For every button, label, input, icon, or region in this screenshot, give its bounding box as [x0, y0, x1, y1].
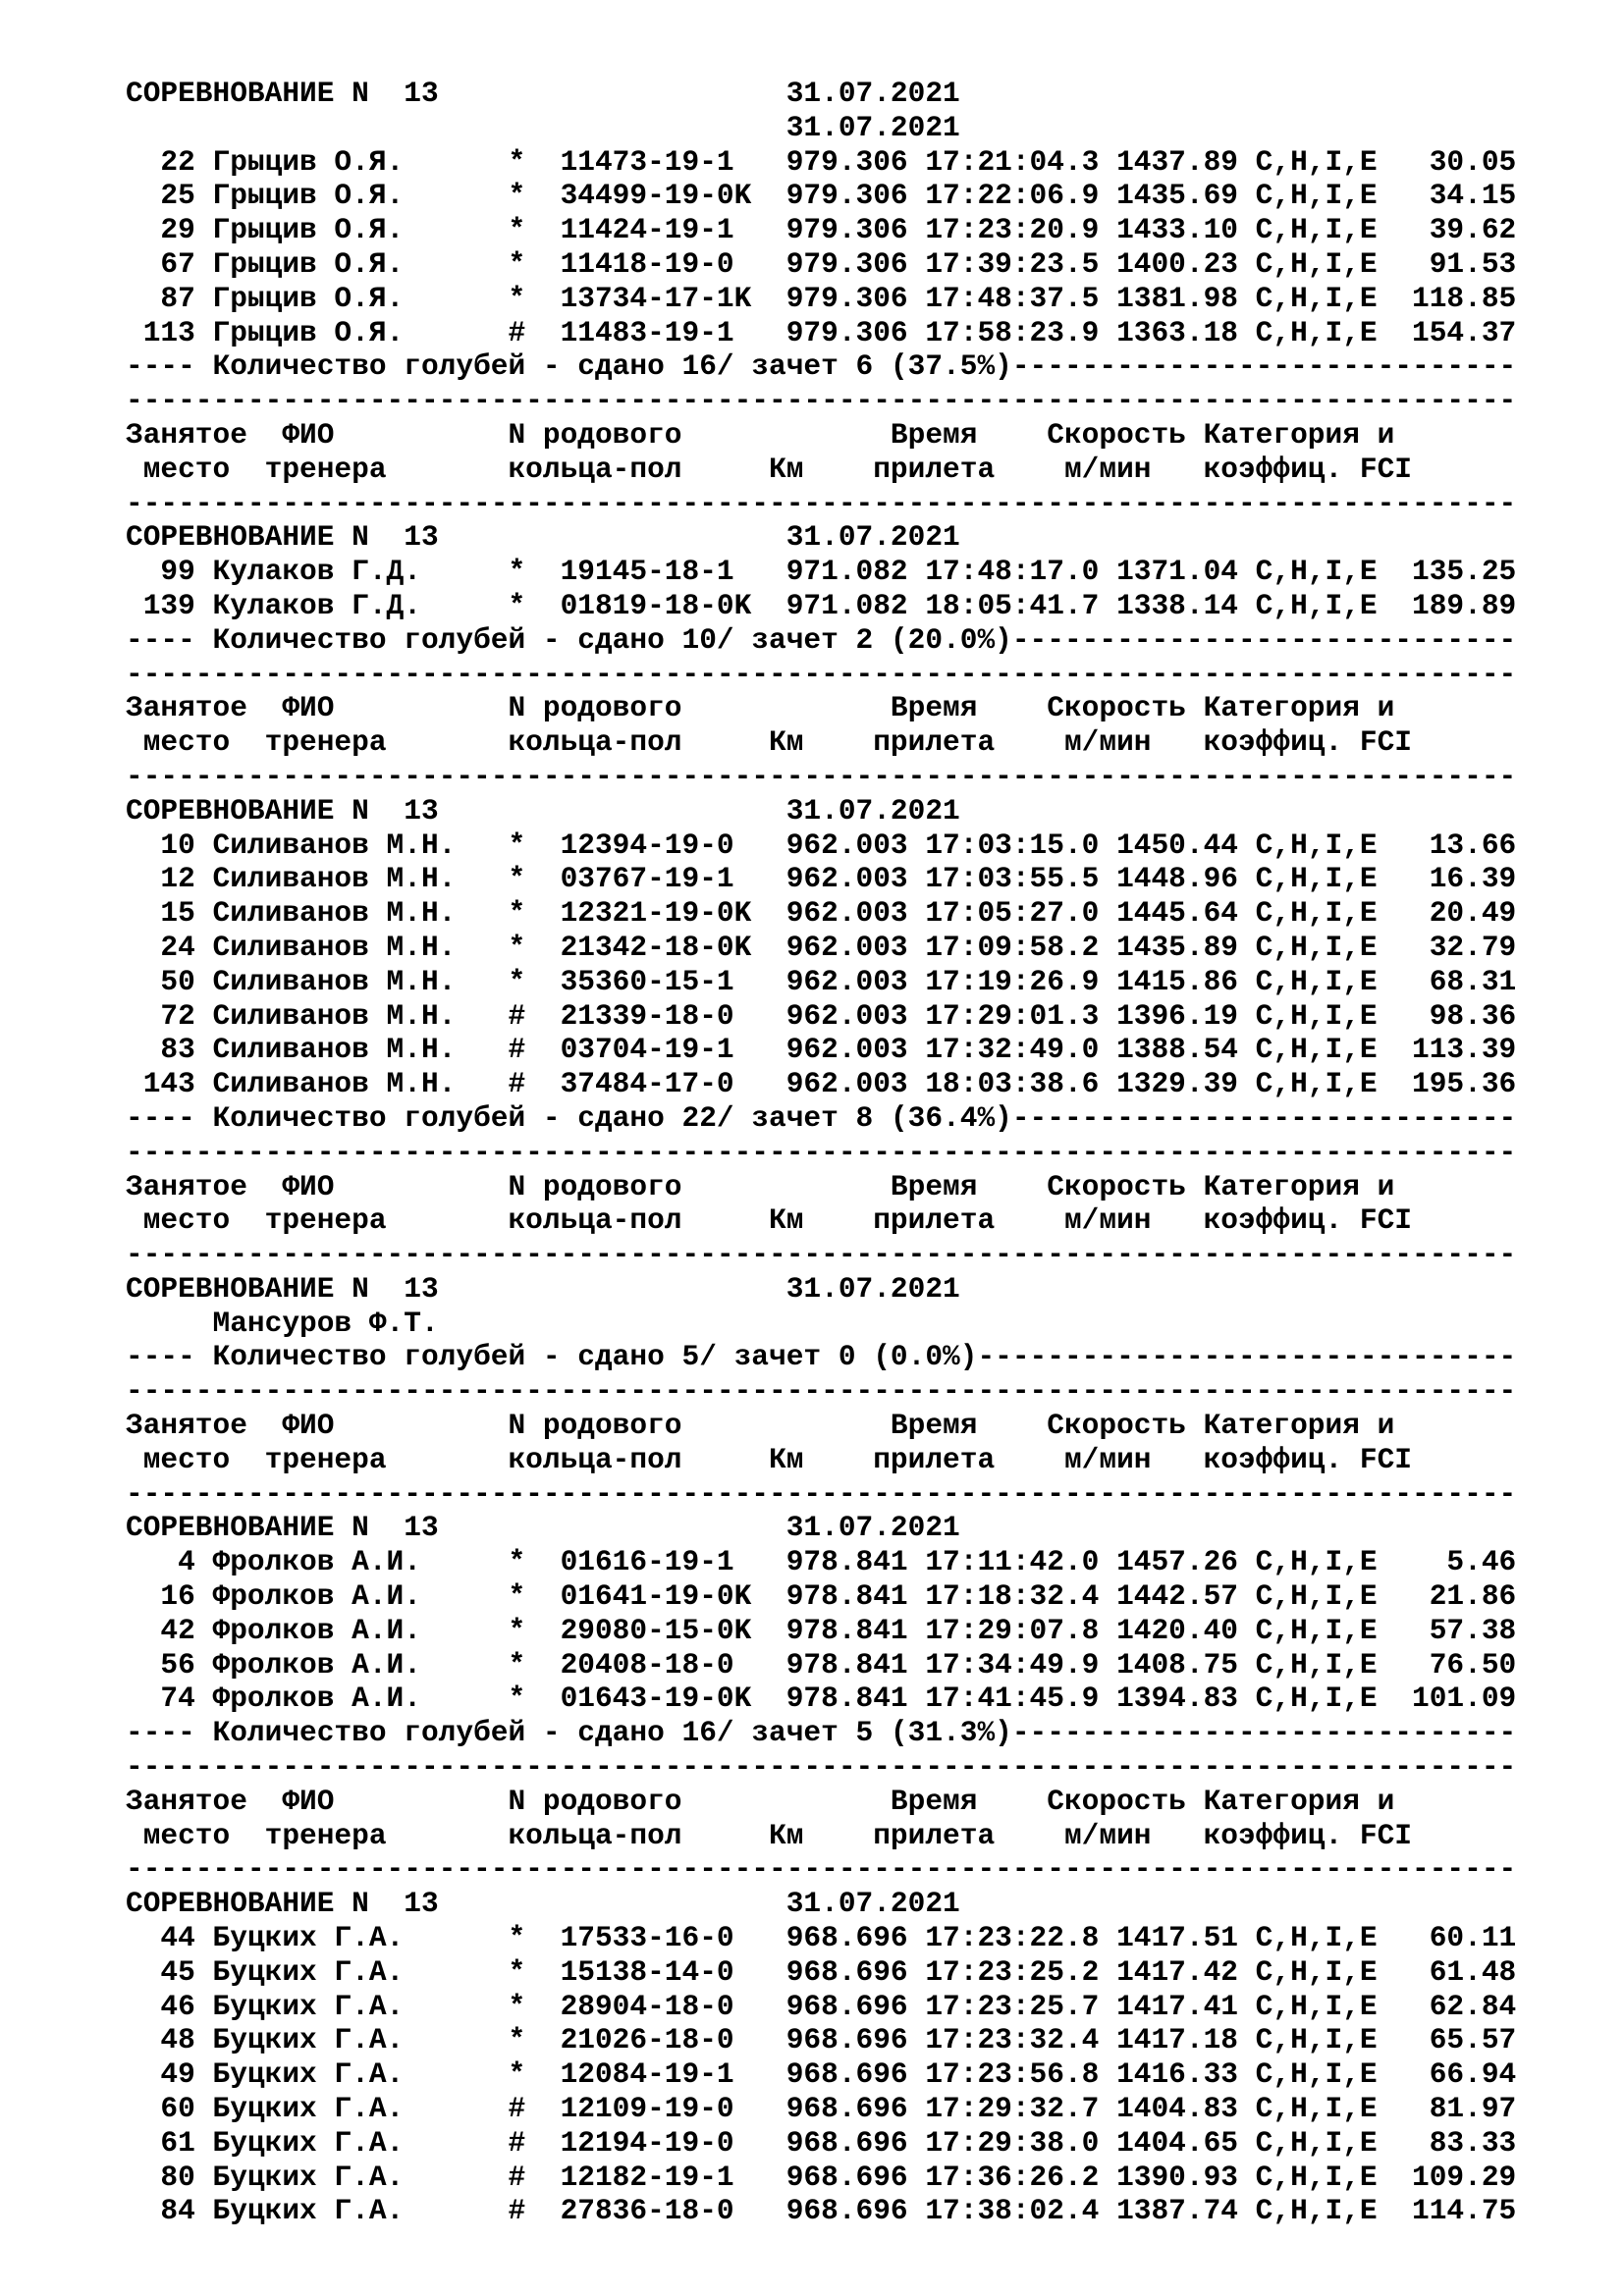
date-line: 31.07.2021	[126, 110, 960, 144]
result-row: 25 Грыцив О.Я. * 34499-19-0K 979.306 17:22:06.9 1435.69 C,H,I,E 34.15	[126, 179, 1517, 213]
result-row: 12 Силиванов М.Н. * 03767-19-1 962.003 17:03:55.5 1448.96 C,H,I,E 16.39	[126, 862, 1517, 896]
result-row: 24 Силиванов М.Н. * 21342-18-0K 962.003 17:09:58.2 1435.89 C,H,I,E 32.79	[126, 930, 1517, 964]
result-row: 143 Силиванов М.Н. # 37484-17-0 962.003 18:03:38.6 1329.39 C,H,I,E 195.36	[126, 1067, 1517, 1101]
divider-line: --------------------------------------------------------------------------------	[126, 1238, 1517, 1272]
divider-line: --------------------------------------------------------------------------------	[126, 1135, 1517, 1169]
result-row: 48 Буцких Г.А. * 21026-18-0 968.696 17:23:32.4 1417.18 C,H,I,E 65.57	[126, 2023, 1517, 2057]
pigeon-count-summary: ---- Количество голубей - сдано 22/ зачет 8 (36.4%)-----------------------------	[126, 1100, 1517, 1135]
divider-line: --------------------------------------------------------------------------------	[126, 486, 1517, 520]
pigeon-count-summary: ---- Количество голубей - сдано 5/ зачет 0 (0.0%)-------------------------------	[126, 1340, 1517, 1374]
column-header: Занятое ФИО N родового Время Скорость Категория и	[126, 1784, 1395, 1818]
result-row: 10 Силиванов М.Н. * 12394-19-0 962.003 17:03:15.0 1450.44 C,H,I,E 13.66	[126, 828, 1517, 862]
divider-line: --------------------------------------------------------------------------------	[126, 1374, 1517, 1409]
result-row: 87 Грыцив О.Я. * 13734-17-1K 979.306 17:48:37.5 1381.98 C,H,I,E 118.85	[126, 281, 1517, 315]
result-row: 16 Фролков А.И. * 01641-19-0K 978.841 17:18:32.4 1442.57 C,H,I,E 21.86	[126, 1579, 1517, 1614]
pigeon-count-summary: ---- Количество голубей - сдано 16/ зачет 6 (37.5%)-----------------------------	[126, 349, 1517, 384]
pigeon-count-summary: ---- Количество голубей - сдано 16/ зачет 5 (31.3%)-----------------------------	[126, 1716, 1517, 1750]
result-row: 113 Грыцив О.Я. # 11483-19-1 979.306 17:58:23.9 1363.18 C,H,I,E 154.37	[126, 315, 1517, 349]
result-row: 99 Кулаков Г.Д. * 19145-18-1 971.082 17:48:17.0 1371.04 C,H,I,E 135.25	[126, 555, 1517, 589]
competition-header: СОРЕВНОВАНИЕ N 13 31.07.2021	[126, 793, 960, 828]
result-row: 49 Буцких Г.А. * 12084-19-1 968.696 17:23:56.8 1416.33 C,H,I,E 66.94	[126, 2057, 1517, 2092]
column-header: Занятое ФИО N родового Время Скорость Категория и	[126, 691, 1395, 725]
result-row: 74 Фролков А.И. * 01643-19-0K 978.841 17:41:45.9 1394.83 C,H,I,E 101.09	[126, 1682, 1517, 1716]
competition-header: СОРЕВНОВАНИЕ N 13 31.07.2021	[126, 1511, 960, 1545]
column-header: место тренера кольца-пол Км прилета м/мин коэффиц. FCI	[126, 725, 1413, 760]
result-row: 29 Грыцив О.Я. * 11424-19-1 979.306 17:23:20.9 1433.10 C,H,I,E 39.62	[126, 213, 1517, 247]
divider-line: --------------------------------------------------------------------------------	[126, 1750, 1517, 1785]
column-header: место тренера кольца-пол Км прилета м/мин коэффиц. FCI	[126, 452, 1413, 486]
result-row: 15 Силиванов М.Н. * 12321-19-0K 962.003 17:05:27.0 1445.64 C,H,I,E 20.49	[126, 896, 1517, 931]
result-row: 46 Буцких Г.А. * 28904-18-0 968.696 17:23:25.7 1417.41 C,H,I,E 62.84	[126, 1989, 1517, 2023]
column-header: место тренера кольца-пол Км прилета м/мин коэффиц. FCI	[126, 1203, 1413, 1238]
result-row: 4 Фролков А.И. * 01616-19-1 978.841 17:11:42.0 1457.26 C,H,I,E 5.46	[126, 1545, 1517, 1579]
competition-header: СОРЕВНОВАНИЕ N 13 31.07.2021	[126, 1271, 960, 1306]
result-row: 67 Грыцив О.Я. * 11418-19-0 979.306 17:39:23.5 1400.23 C,H,I,E 91.53	[126, 246, 1517, 281]
result-row: 83 Силиванов М.Н. # 03704-19-1 962.003 17:32:49.0 1388.54 C,H,I,E 113.39	[126, 1033, 1517, 1067]
fancier-name-line: Мансуров Ф.Т.	[126, 1306, 439, 1340]
competition-header: СОРЕВНОВАНИЕ N 13 31.07.2021	[126, 520, 960, 555]
race-results-report	[126, 77, 1598, 2228]
divider-line: --------------------------------------------------------------------------------	[126, 384, 1517, 418]
column-header: место тренера кольца-пол Км прилета м/мин коэффиц. FCI	[126, 1818, 1413, 1852]
competition-header: СОРЕВНОВАНИЕ N 13 31.07.2021	[126, 77, 960, 110]
pigeon-count-summary: ---- Количество голубей - сдано 10/ зачет 2 (20.0%)-----------------------------	[126, 622, 1517, 657]
result-row: 45 Буцких Г.А. * 15138-14-0 968.696 17:23:25.2 1417.42 C,H,I,E 61.48	[126, 1954, 1517, 1989]
result-row: 60 Буцких Г.А. # 12109-19-0 968.696 17:29:32.7 1404.83 C,H,I,E 81.97	[126, 2092, 1517, 2126]
competition-header: СОРЕВНОВАНИЕ N 13 31.07.2021	[126, 1887, 960, 1921]
result-row: 84 Буцких Г.А. # 27836-18-0 968.696 17:38:02.4 1387.74 C,H,I,E 114.75	[126, 2194, 1517, 2228]
column-header: Занятое ФИО N родового Время Скорость Категория и	[126, 1409, 1395, 1443]
divider-line: --------------------------------------------------------------------------------	[126, 1476, 1517, 1511]
result-row: 42 Фролков А.И. * 29080-15-0K 978.841 17:29:07.8 1420.40 C,H,I,E 57.38	[126, 1613, 1517, 1647]
divider-line: --------------------------------------------------------------------------------	[126, 759, 1517, 793]
divider-line: --------------------------------------------------------------------------------	[126, 657, 1517, 691]
result-row: 72 Силиванов М.Н. # 21339-18-0 962.003 17:29:01.3 1396.19 C,H,I,E 98.36	[126, 998, 1517, 1033]
column-header: Занятое ФИО N родового Время Скорость Категория и	[126, 1169, 1395, 1203]
result-row: 50 Силиванов М.Н. * 35360-15-1 962.003 17:19:26.9 1415.86 C,H,I,E 68.31	[126, 964, 1517, 998]
divider-line: --------------------------------------------------------------------------------	[126, 1852, 1517, 1887]
column-header: Занятое ФИО N родового Время Скорость Категория и	[126, 417, 1395, 452]
result-row: 44 Буцких Г.А. * 17533-16-0 968.696 17:23:22.8 1417.51 C,H,I,E 60.11	[126, 1921, 1517, 1955]
result-row: 61 Буцких Г.А. # 12194-19-0 968.696 17:29:38.0 1404.65 C,H,I,E 83.33	[126, 2125, 1517, 2160]
result-row: 22 Грыцив О.Я. * 11473-19-1 979.306 17:21:04.3 1437.89 C,H,I,E 30.05	[126, 144, 1517, 179]
column-header: место тренера кольца-пол Км прилета м/мин коэффиц. FCI	[126, 1442, 1413, 1476]
result-row: 56 Фролков А.И. * 20408-18-0 978.841 17:34:49.9 1408.75 C,H,I,E 76.50	[126, 1647, 1517, 1682]
result-row: 139 Кулаков Г.Д. * 01819-18-0K 971.082 18:05:41.7 1338.14 C,H,I,E 189.89	[126, 588, 1517, 622]
result-row: 80 Буцких Г.А. # 12182-19-1 968.696 17:36:26.2 1390.93 C,H,I,E 109.29	[126, 2160, 1517, 2194]
